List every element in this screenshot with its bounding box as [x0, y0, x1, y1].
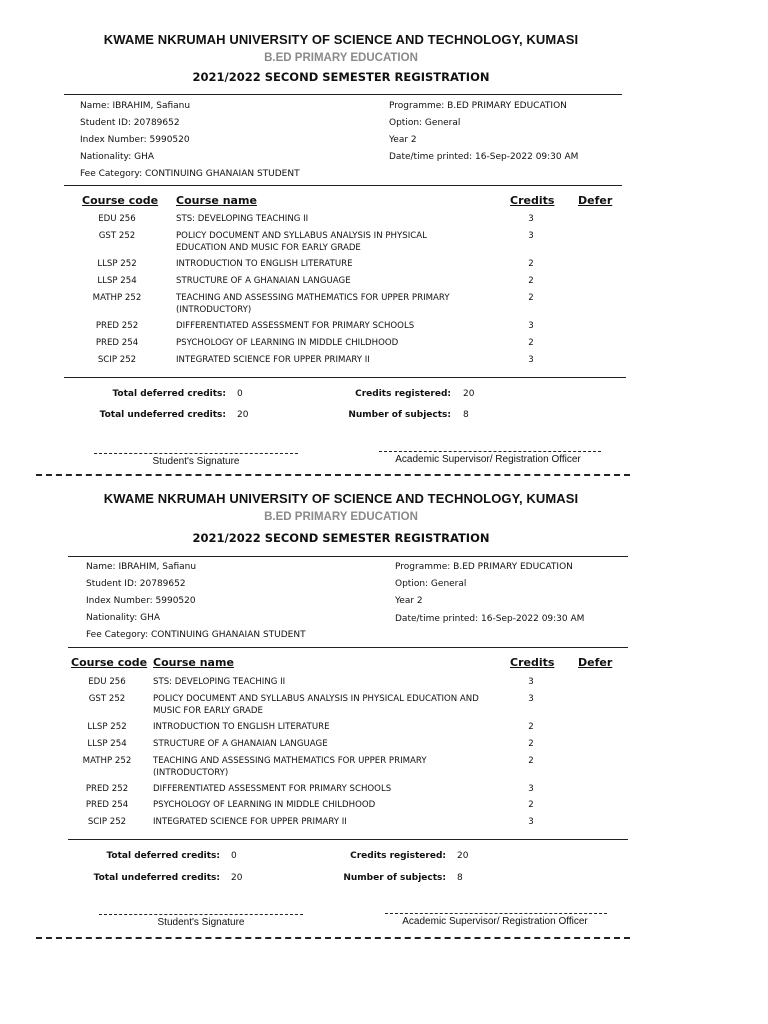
course-credits: 2	[528, 276, 534, 286]
course-code: PRED 254	[85, 800, 129, 810]
course-code: LLSP 254	[97, 276, 137, 286]
course-name: STS: DEVELOPING TEACHING II	[176, 214, 309, 224]
index-number: Index Number: 5990520	[80, 135, 190, 145]
course-credits: 3	[528, 355, 534, 365]
course-name: TEACHING AND ASSESSING MATHEMATICS FOR UPPER PRIMARY (INTRODUCTORY)	[176, 293, 450, 315]
total-deferred-value: 0	[231, 851, 237, 861]
year: Year 2	[395, 596, 423, 606]
defer-header: Defer	[578, 194, 613, 207]
header-rule	[68, 556, 628, 557]
course-credits: 2	[528, 293, 534, 303]
credits-header: Credits	[510, 194, 555, 207]
student-signature-line	[99, 914, 303, 915]
table-rule	[68, 839, 628, 840]
info-rule	[68, 647, 628, 648]
programme-heading: B.ED PRIMARY EDUCATION	[264, 52, 418, 64]
course-code: LLSP 252	[87, 722, 127, 732]
course-name: STRUCTURE OF A GHANAIAN LANGUAGE	[153, 739, 328, 749]
total-deferred-label: Total deferred credits:	[106, 851, 220, 861]
nationality: Nationality: GHA	[86, 613, 160, 623]
student-name: Name: IBRAHIM, Safianu	[86, 562, 197, 572]
supervisor-signature-label: Academic Supervisor/ Registration Officer	[402, 916, 588, 927]
fee-category: Fee Category: CONTINUING GHANAIAN STUDENT	[80, 169, 300, 179]
total-undeferred-value: 20	[237, 410, 249, 420]
course-code: EDU 256	[98, 214, 136, 224]
course-credits: 3	[528, 677, 534, 687]
course-code: LLSP 254	[87, 739, 127, 749]
course-code-header: Course code	[71, 656, 148, 669]
year: Year 2	[389, 135, 417, 145]
course-name: INTRODUCTION TO ENGLISH LITERATURE	[176, 259, 353, 269]
total-undeferred-label: Total undeferred credits:	[99, 410, 226, 420]
course-name: DIFFERENTIATED ASSESSMENT FOR PRIMARY SCHOOLS	[176, 321, 415, 331]
student-id: Student ID: 20789652	[80, 118, 180, 128]
course-code: SCIP 252	[97, 355, 137, 365]
cut-line	[36, 937, 630, 939]
total-undeferred-value: 20	[231, 873, 243, 883]
course-credits: 2	[528, 259, 534, 269]
course-code: GST 252	[98, 231, 136, 241]
number-of-subjects-label: Number of subjects:	[348, 410, 451, 420]
credits-registered-value: 20	[463, 389, 475, 399]
course-credits: 2	[528, 756, 534, 766]
course-credits: 3	[528, 784, 534, 794]
student-name: Name: IBRAHIM, Safianu	[80, 101, 191, 111]
date-printed: Date/time printed: 16-Sep-2022 09:30 AM	[395, 614, 585, 624]
course-name: TEACHING AND ASSESSING MATHEMATICS FOR UPPER PRIMARY (INTRODUCTORY)	[153, 756, 427, 778]
credits-header: Credits	[510, 656, 555, 669]
university-title: KWAME NKRUMAH UNIVERSITY OF SCIENCE AND TECHNOLOGY, KUMASI	[103, 491, 579, 506]
course-name-header: Course name	[176, 194, 257, 207]
semester-title: 2021/2022 SECOND SEMESTER REGISTRATION	[192, 531, 490, 545]
course-name: DIFFERENTIATED ASSESSMENT FOR PRIMARY SCHOOLS	[153, 784, 392, 794]
course-code: EDU 256	[88, 677, 126, 687]
course-credits: 3	[528, 321, 534, 331]
supervisor-signature-line	[385, 913, 607, 914]
course-credits: 3	[528, 231, 534, 241]
course-name: POLICY DOCUMENT AND SYLLABUS ANALYSIS IN PHYSICAL EDUCATION AND MUSIC FOR EARLY GRADE	[153, 694, 479, 716]
credits-registered-value: 20	[457, 851, 469, 861]
option: Option: General	[395, 579, 467, 589]
supervisor-signature-label: Academic Supervisor/ Registration Officer	[395, 454, 581, 465]
course-name: INTRODUCTION TO ENGLISH LITERATURE	[153, 722, 330, 732]
course-credits: 3	[528, 694, 534, 704]
total-undeferred-label: Total undeferred credits:	[93, 873, 220, 883]
index-number: Index Number: 5990520	[86, 596, 196, 606]
course-code-header: Course code	[82, 194, 159, 207]
total-deferred-label: Total deferred credits:	[112, 389, 226, 399]
course-name: POLICY DOCUMENT AND SYLLABUS ANALYSIS IN PHYSICAL EDUCATION AND MUSIC FOR EARLY GRADE	[176, 231, 427, 253]
course-code: PRED 252	[95, 321, 139, 331]
course-credits: 2	[528, 722, 534, 732]
course-code: GST 252	[88, 694, 126, 704]
option: Option: General	[389, 118, 461, 128]
course-credits: 3	[528, 817, 534, 827]
course-name: STS: DEVELOPING TEACHING II	[153, 677, 286, 687]
student-signature-label: Student's Signature	[157, 917, 245, 928]
programme-heading: B.ED PRIMARY EDUCATION	[264, 511, 418, 523]
course-credits: 3	[528, 214, 534, 224]
nationality: Nationality: GHA	[80, 152, 154, 162]
course-name: PSYCHOLOGY OF LEARNING IN MIDDLE CHILDHOOD	[153, 800, 376, 810]
student-id: Student ID: 20789652	[86, 579, 186, 589]
course-credits: 2	[528, 800, 534, 810]
date-printed: Date/time printed: 16-Sep-2022 09:30 AM	[389, 152, 579, 162]
course-name: INTEGRATED SCIENCE FOR UPPER PRIMARY II	[153, 817, 347, 827]
total-deferred-value: 0	[237, 389, 243, 399]
course-code: MATHP 252	[82, 756, 132, 766]
semester-title: 2021/2022 SECOND SEMESTER REGISTRATION	[192, 70, 490, 84]
course-name: PSYCHOLOGY OF LEARNING IN MIDDLE CHILDHOOD	[176, 338, 399, 348]
course-code: SCIP 252	[87, 817, 127, 827]
course-code: PRED 252	[85, 784, 129, 794]
number-of-subjects-value: 8	[457, 873, 463, 883]
course-code: PRED 254	[95, 338, 139, 348]
fee-category: Fee Category: CONTINUING GHANAIAN STUDENT	[86, 630, 306, 640]
course-code: LLSP 252	[97, 259, 137, 269]
university-title: KWAME NKRUMAH UNIVERSITY OF SCIENCE AND TECHNOLOGY, KUMASI	[103, 32, 579, 47]
course-name: STRUCTURE OF A GHANAIAN LANGUAGE	[176, 276, 351, 286]
defer-header: Defer	[578, 656, 613, 669]
credits-registered-label: Credits registered:	[350, 851, 446, 861]
course-credits: 2	[528, 338, 534, 348]
number-of-subjects-value: 8	[463, 410, 469, 420]
programme: Programme: B.ED PRIMARY EDUCATION	[389, 101, 567, 111]
number-of-subjects-label: Number of subjects:	[343, 873, 446, 883]
credits-registered-label: Credits registered:	[355, 389, 451, 399]
course-code: MATHP 252	[92, 293, 142, 303]
student-signature-label: Student's Signature	[152, 456, 240, 467]
course-name-header: Course name	[153, 656, 234, 669]
course-credits: 2	[528, 739, 534, 749]
programme: Programme: B.ED PRIMARY EDUCATION	[395, 562, 573, 572]
course-name: INTEGRATED SCIENCE FOR UPPER PRIMARY II	[176, 355, 370, 365]
